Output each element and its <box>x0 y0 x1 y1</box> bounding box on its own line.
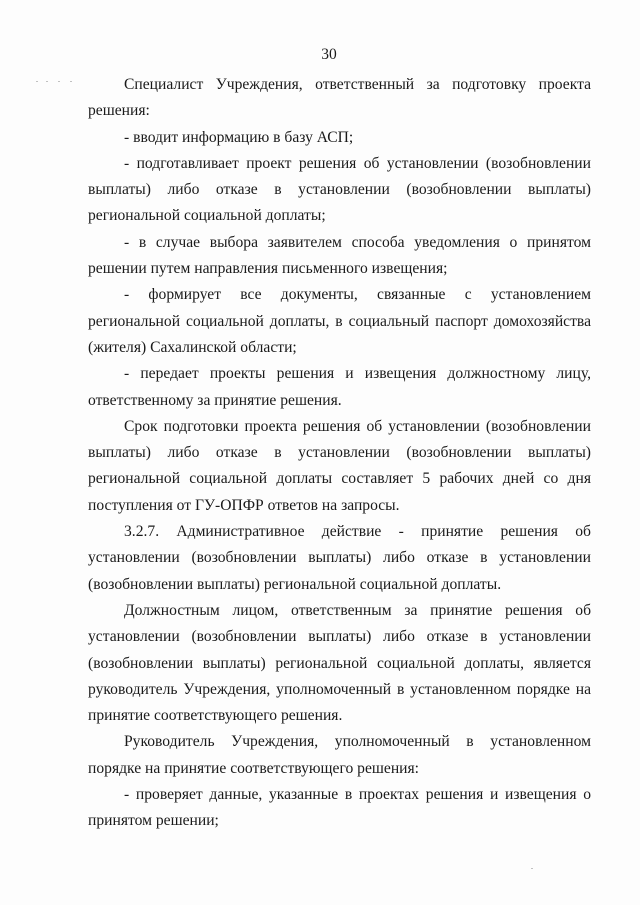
paragraph-specialist-intro: Специалист Учреждения, ответственный за подготовку проекта решения: <box>88 76 591 120</box>
paragraph-enters-info: - вводит информацию в базу АСП; <box>124 128 354 146</box>
document-body <box>88 72 591 835</box>
paragraph-notification-choice: - в случае выбора заявителем способа уведомления о принятом решении путем направления письменного извещения; <box>88 233 591 278</box>
paragraph-section-3-2-7: 3.2.7. Административное действие - принятие решения об установлении (возобновлении выплаты) либо отказе в установлении (возобновлении выплаты) региональной социальной доплаты. <box>88 523 591 593</box>
scan-speck <box>36 81 38 82</box>
paragraph-prepares-draft: - подготавливает проект решения об установлении (возобновлении выплаты) либо отказе в установлении (возобновлении выплаты) региональной социальной доплаты; <box>88 154 591 225</box>
scan-speck <box>58 81 60 82</box>
paragraph-official-responsible: Должностным лицом, ответственным за принятие решения об установлении (возобновлении выплаты) либо отказе в установлении (возобновлении выплаты) региональной социальной доплаты, является руководитель Учреждения, уполномоченный в установленном порядке на принятие соответствующего решения. <box>88 601 591 725</box>
page-number: 30 <box>321 46 337 63</box>
paragraph-transfers-drafts: - передает проекты решения и извещения должностному лицу, ответственному за принятие решения. <box>88 365 591 409</box>
scan-speck <box>531 868 533 869</box>
paragraph-checks-data: - проверяет данные, указанные в проектах решения и извещения о принятом решении; <box>88 786 591 830</box>
paragraph-head-intro: Руководитель Учреждения, уполномоченный в установленном порядке на принятие соответствующего решения: <box>88 733 591 777</box>
paragraph-forms-documents: - формирует все документы, связанные с установлением региональной социальной доплаты, в социальный паспорт домохозяйства (жителя) Сахалинской области; <box>88 286 591 356</box>
paragraph-deadline: Срок подготовки проекта решения об установлении (возобновлении выплаты) либо отказе в установлении (возобновлении выплаты) региональной социальной доплаты составляет 5 рабочих дней со дня поступления от ГУ-ОПФР ответов на запросы. <box>88 417 591 514</box>
scan-speck <box>46 81 48 82</box>
scan-speck <box>70 81 72 82</box>
